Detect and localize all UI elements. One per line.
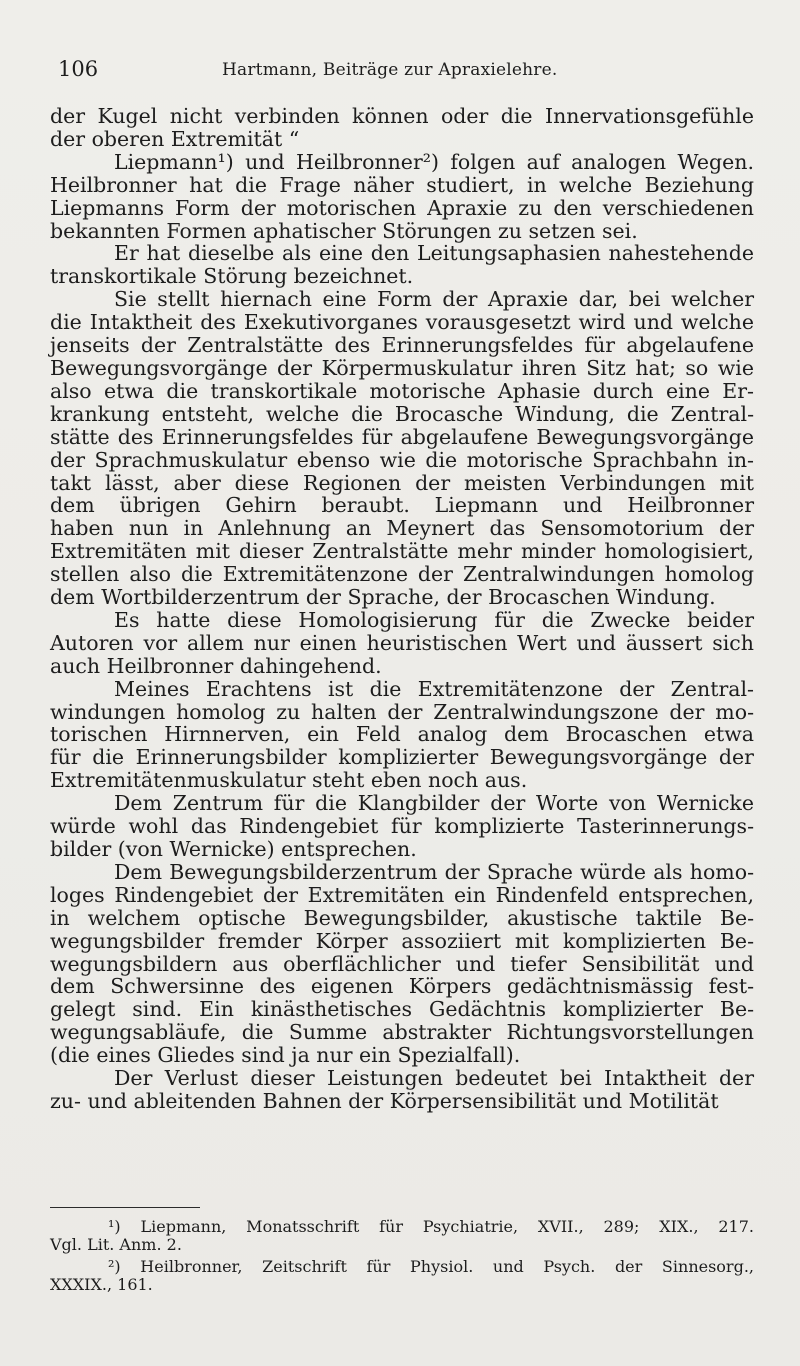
page-header <box>0 57 800 87</box>
text-line: dem Wortbilderzentrum der Sprache, der Brocaschen Windung. <box>50 585 716 610</box>
text-line: bilder (von Wernicke) entsprechen. <box>50 837 417 861</box>
paragraph <box>50 678 754 793</box>
text-line: Der Verlust dieser Leistungen bedeutet bei Intaktheit der <box>114 1066 754 1091</box>
text-line: der Kugel nicht verbinden können oder die Innervationsgefühle <box>50 104 754 128</box>
footnote <box>50 1258 754 1293</box>
paragraph <box>50 151 754 243</box>
text-line: stellen also die Extremitätenzone der Zentralwindungen homolog <box>50 562 754 587</box>
paragraph <box>50 288 754 609</box>
text-line: Autoren vor allem nur einen heuristischen Wert und äussert sich <box>50 630 754 655</box>
text-line: Extremitäten mit dieser Zentralstätte mehr minder homologisiert, <box>50 539 754 564</box>
page-number: 106 <box>58 57 99 81</box>
text-line: Meines Erachtens ist die Extremitätenzone der Zentral- <box>114 676 754 701</box>
text-line: wegungsbildern aus oberflächlicher und tiefer Sensibilität und <box>50 951 754 976</box>
text-line: Liepmanns Form der motorischen Apraxie zu den verschiedenen <box>50 195 754 220</box>
text-line: wegungsabläufe, die Summe abstrakter Richtungsvorstellungen <box>50 1020 754 1045</box>
body-text <box>50 105 754 1113</box>
text-line: gelegt sind. Ein kinästhetisches Gedächtnis komplizierter Be- <box>50 997 754 1022</box>
paragraph <box>50 242 754 288</box>
text-line: jenseits der Zentralstätte des Erinnerungsfeldes für abgelaufene <box>50 333 754 358</box>
text-line: Liepmann¹) und Heilbronner²) folgen auf analogen Wegen. <box>114 149 754 174</box>
text-line: torischen Hirnnerven, ein Feld analog dem Brocaschen etwa <box>50 722 754 747</box>
text-line: die Intaktheit des Exekutivorganes vorausgesetzt wird und welche <box>50 310 754 335</box>
footnote-rule <box>50 1207 200 1208</box>
text-line: Es hatte diese Homologisierung für die Zwecke beider <box>114 607 754 632</box>
paragraph <box>50 609 754 678</box>
text-line: Er hat dieselbe als eine den Leitungsaphasien nahestehende <box>114 241 754 266</box>
text-line: takt lässt, aber diese Regionen der meisten Verbindungen mit <box>50 470 754 495</box>
text-line: Bewegungsvorgänge der Körpermuskulatur ihren Sitz hat; so wie <box>50 355 754 380</box>
text-line: stätte des Erinnerungsfeldes für abgelaufene Bewegungsvorgänge <box>50 424 754 449</box>
footnote-line: XXXIX., 161. <box>50 1274 153 1294</box>
text-line: würde wohl das Rindengebiet für komplizierte Tasterinnerungs- <box>50 814 754 839</box>
text-line: wegungsbilder fremder Körper assoziiert mit komplizierten Be- <box>50 928 754 953</box>
running-title: Hartmann, Beiträge zur Apraxielehre. <box>222 60 558 80</box>
text-line: haben nun in Anlehnung an Meynert das Sensomotorium der <box>50 516 754 541</box>
text-line: Dem Zentrum für die Klangbilder der Worte von Wernicke <box>114 791 754 816</box>
footnote <box>50 1218 754 1253</box>
text-line: Sie stellt hiernach eine Form der Apraxie dar, bei welcher <box>114 287 754 312</box>
text-line: (die eines Gliedes sind ja nur ein Spezialfall). <box>50 1043 521 1068</box>
text-line: loges Rindengebiet der Extremitäten ein Rindenfeld entsprechen, <box>50 882 754 907</box>
text-line: windungen homolog zu halten der Zentralwindungszone der mo- <box>50 699 754 724</box>
text-line: also etwa die transkortikale motorische Aphasie durch eine Er- <box>50 378 754 403</box>
footnote-line: ²) Heilbronner, Zeitschrift für Physiol. und Psych. der Sinnesorg., <box>108 1257 754 1276</box>
text-line: dem übrigen Gehirn beraubt. Liepmann und Heilbronner <box>50 493 754 518</box>
text-line: für die Erinnerungsbilder komplizierter Bewegungsvorgänge der <box>50 745 754 770</box>
text-line: bekannten Formen aphatischer Störungen zu setzen sei. <box>50 218 638 243</box>
paragraph <box>50 1067 754 1113</box>
text-line: Dem Bewegungsbilderzentrum der Sprache würde als homo- <box>114 859 754 884</box>
footnotes <box>50 1218 754 1298</box>
text-line: Extremitätenmuskulatur steht eben noch aus. <box>50 768 528 793</box>
footnote-line: ¹) Liepmann, Monatsschrift für Psychiatrie, XVII., 289; XIX., 217. <box>108 1217 754 1236</box>
paragraph <box>50 105 754 151</box>
footnote-line: Vgl. Lit. Anm. 2. <box>50 1234 182 1254</box>
text-line: transkortikale Störung bezeichnet. <box>50 264 414 289</box>
text-line: in welchem optische Bewegungsbilder, akustische taktile Be- <box>50 905 754 930</box>
paragraph <box>50 861 754 1067</box>
text-line: krankung entsteht, welche die Brocasche Windung, die Zentral- <box>50 401 754 426</box>
text-line: der oberen Extremität “ <box>50 126 300 151</box>
text-line: der Sprachmuskulatur ebenso wie die motorische Sprachbahn in- <box>50 447 754 472</box>
text-line: dem Schwersinne des eigenen Körpers gedächtnismässig fest- <box>50 974 754 999</box>
paragraph <box>50 792 754 861</box>
text-line: Heilbronner hat die Frage näher studiert, in welche Beziehung <box>50 172 754 197</box>
text-line: auch Heilbronner dahingehend. <box>50 653 382 678</box>
text-line: zu- und ableitenden Bahnen der Körpersensibilität und Motilität <box>50 1088 719 1113</box>
